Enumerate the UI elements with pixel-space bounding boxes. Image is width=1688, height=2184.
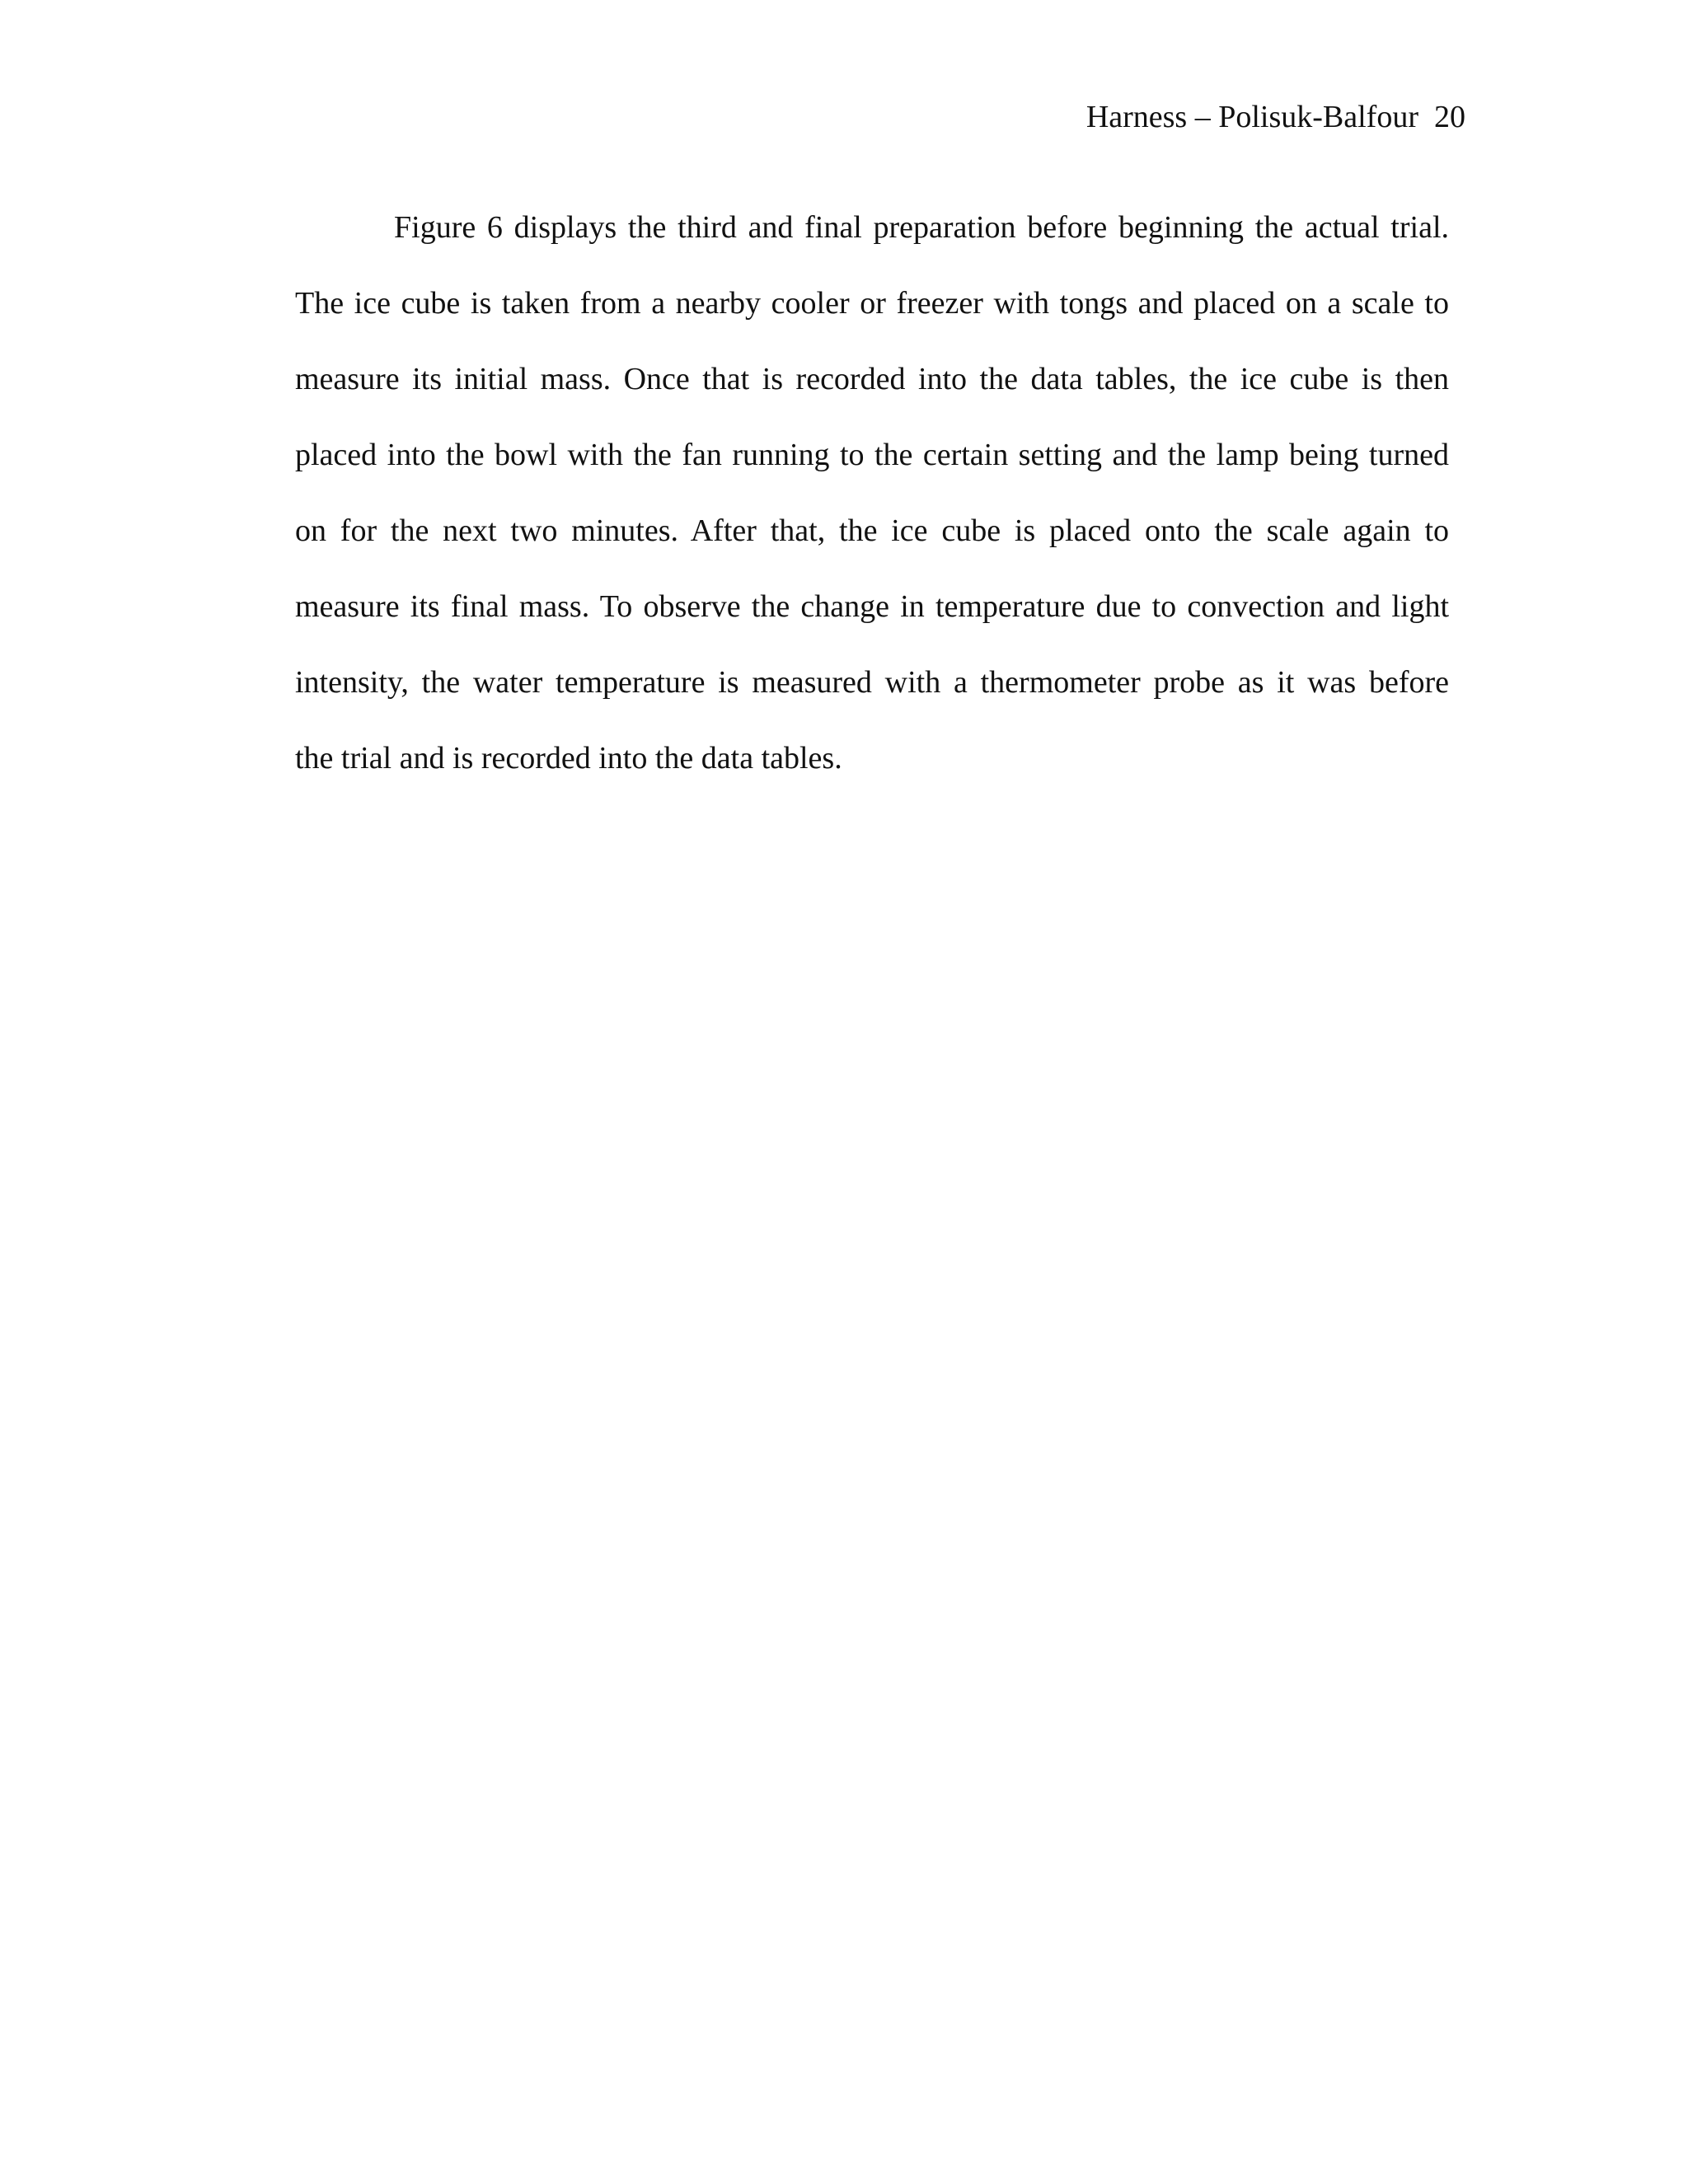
body-paragraph (295, 190, 1449, 796)
paragraph-line: Figure 6 displays the third and final preparation before beginning the actual trial. (394, 210, 1449, 245)
running-head (1086, 97, 1465, 137)
running-head-authors: Harness – Polisuk-Balfour (1085, 100, 1418, 134)
paragraph-line: placed into the bowl with the fan running to the certain setting and the lamp being turned (295, 438, 1449, 472)
paragraph-line: measure its final mass. To observe the change in temperature due to convection and light (295, 589, 1449, 624)
paragraph-line: measure its initial mass. Once that is recorded into the data tables, the ice cube is then (295, 362, 1449, 396)
paragraph-line: intensity, the water temperature is measured with a thermometer probe as it was before (295, 665, 1449, 700)
page-number: 20 (1434, 100, 1465, 134)
paragraph-line: The ice cube is taken from a nearby cooler or freezer with tongs and placed on a scale to (295, 286, 1449, 321)
paragraph-line: the trial and is recorded into the data tables. (295, 741, 842, 776)
paragraph-line: on for the next two minutes. After that, the ice cube is placed onto the scale again to (295, 513, 1449, 548)
